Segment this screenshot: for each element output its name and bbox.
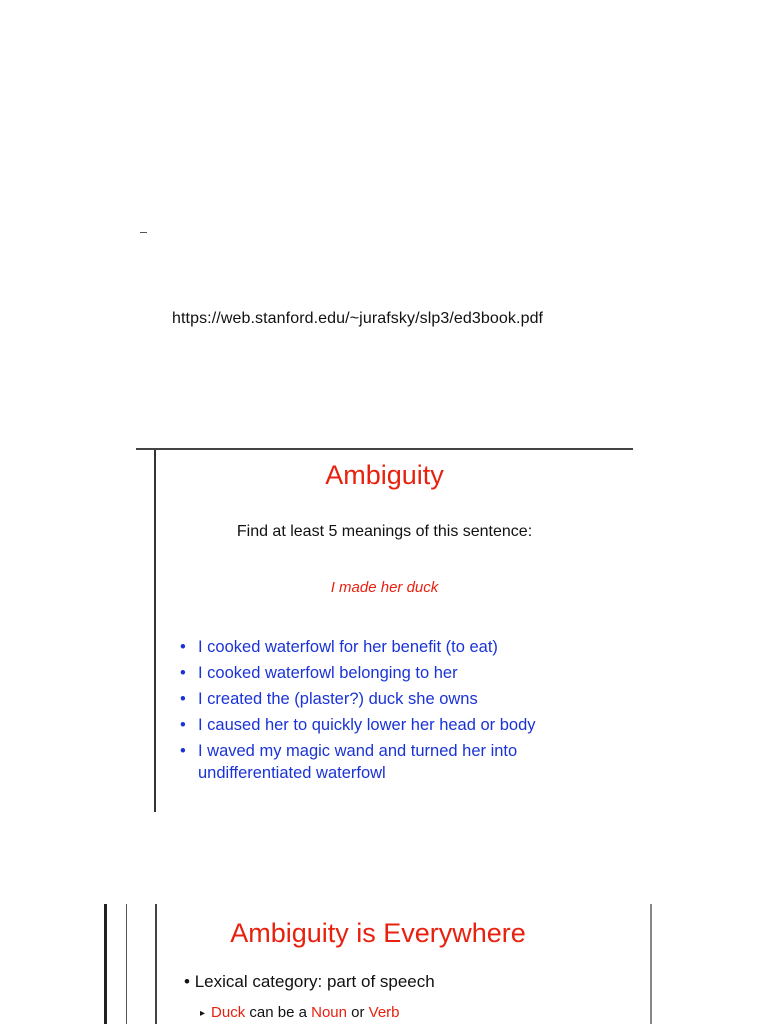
- sub-text-or: or: [346, 1004, 369, 1021]
- word-verb: Verb: [368, 1004, 400, 1021]
- lexical-category-point: [184, 972, 435, 992]
- sub-text: can be a: [245, 1004, 312, 1021]
- list-item: [180, 740, 620, 784]
- source-url[interactable]: https://web.stanford.edu/~jurafsky/slp3/ed3book.pdf: [172, 310, 544, 327]
- list-item: [180, 662, 620, 684]
- triangle-bullet-icon: ▸: [200, 1008, 206, 1019]
- bullet-icon: •: [180, 690, 186, 708]
- slide-title: Ambiguity: [325, 460, 444, 490]
- duck-subpoint: [200, 1004, 400, 1021]
- bullet-icon: •: [180, 664, 186, 682]
- slide-ambiguity: [136, 448, 633, 812]
- bullet-icon: •: [180, 638, 186, 656]
- example-sentence: I made her duck: [330, 579, 439, 596]
- slide-left-border: [154, 450, 156, 812]
- dash-mark: [140, 232, 147, 233]
- slide-prompt: Find at least 5 meanings of this sentence:: [236, 523, 533, 540]
- meaning-text: I cooked waterfowl for her benefit (to eat): [198, 638, 498, 656]
- meaning-text: I caused her to quickly lower her head or body: [198, 716, 536, 734]
- bullet-icon: •: [180, 742, 186, 760]
- meanings-list: [180, 636, 620, 788]
- slide-ambiguity-everywhere: [104, 904, 652, 1024]
- bullet-icon: •: [180, 716, 186, 734]
- word-duck: Duck: [211, 1004, 246, 1021]
- list-item: [180, 636, 620, 658]
- slide-top-border: [136, 448, 633, 450]
- point-text: Lexical category: part of speech: [194, 972, 435, 991]
- slide-title: Ambiguity is Everywhere: [230, 918, 526, 948]
- list-item: [180, 714, 620, 736]
- bullet-icon: •: [184, 972, 190, 991]
- list-item: [180, 688, 620, 710]
- meaning-text: I cooked waterfowl belonging to her: [198, 664, 458, 682]
- meaning-text: I created the (plaster?) duck she owns: [198, 690, 478, 708]
- meaning-text: I waved my magic wand and turned her into undifferentiated waterfowl: [198, 742, 518, 782]
- word-noun: Noun: [311, 1004, 347, 1021]
